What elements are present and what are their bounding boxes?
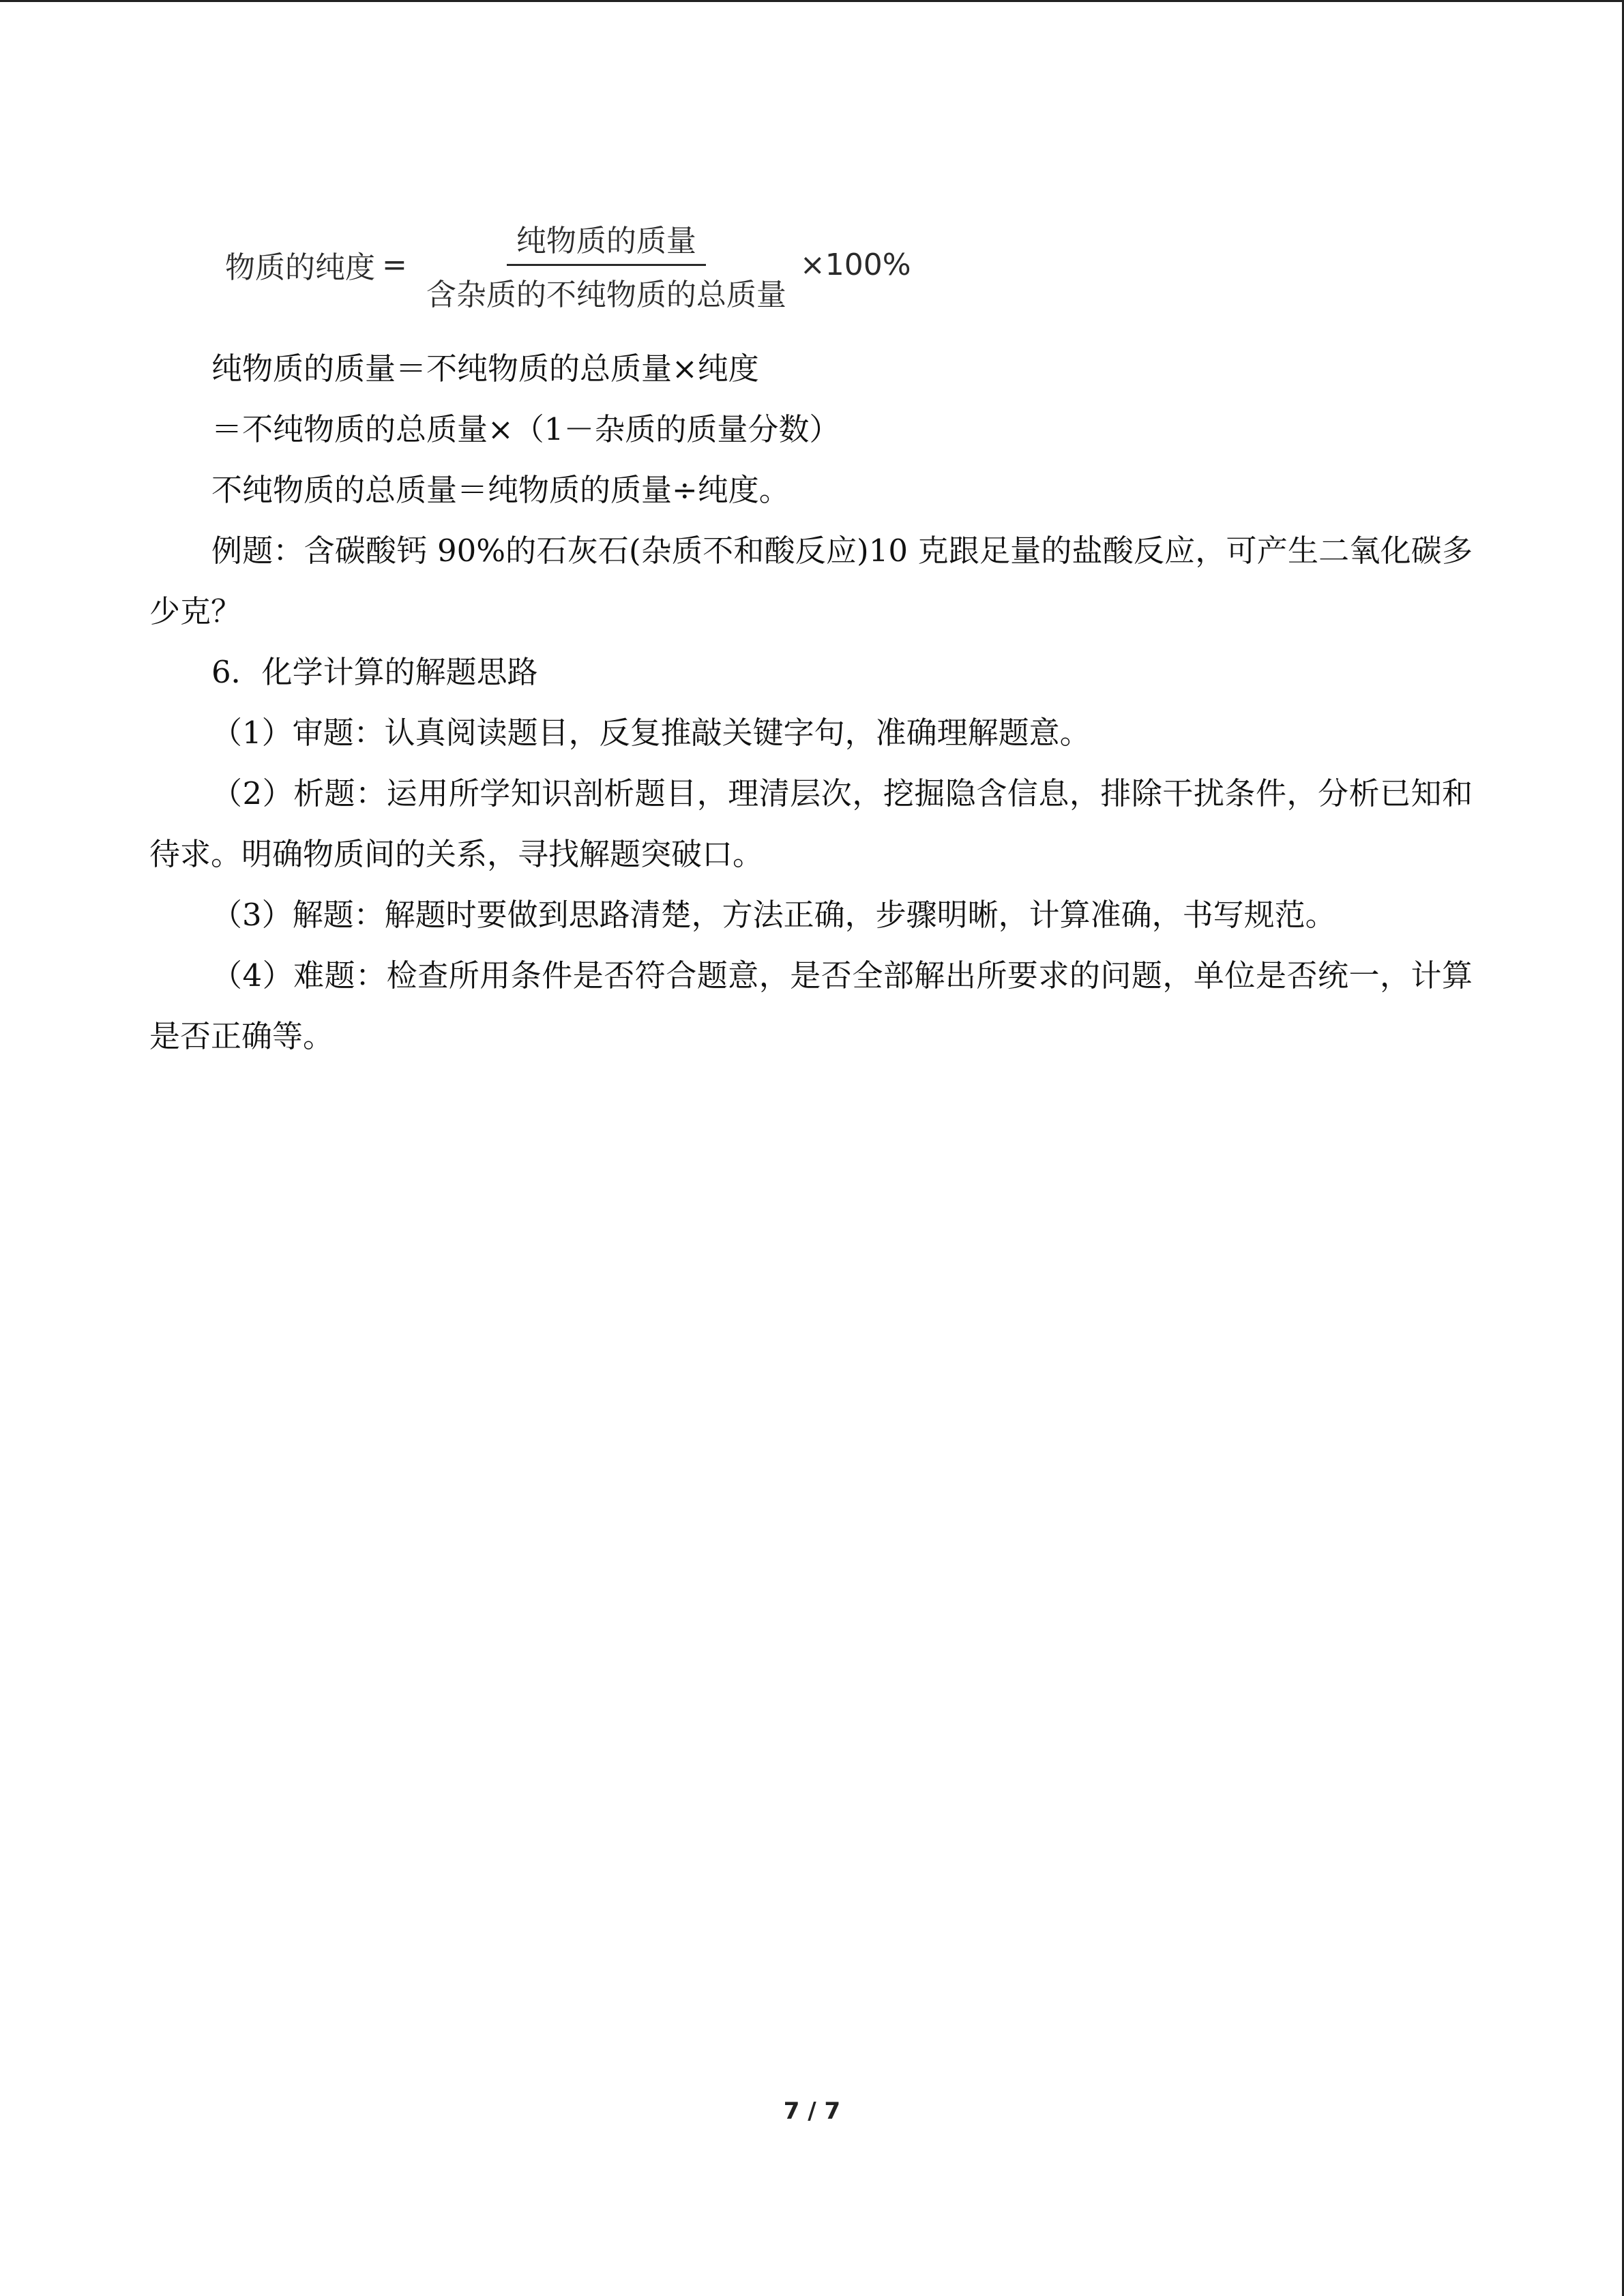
section-heading: 6．化学计算的解题思路 — [211, 654, 538, 690]
step-check: （4）难题：检查所用条件是否符合题意，是否全部解出所要求的问题，单位是否统一，计算是否正确等。 — [149, 957, 1473, 1054]
step-solve: （3）解题：解题时要做到思路清楚，方法正确，步骤明晰，计算准确，书写规范。 — [211, 897, 1336, 933]
formula-denominator: 含杂质的不纯物质的总质量 — [426, 277, 786, 312]
formula-multiplier: ×100% — [799, 247, 911, 282]
paragraph-pure-mass: 纯物质的质量＝不纯物质的总质量×纯度 — [211, 351, 759, 387]
paragraph-total-mass: 不纯物质的总质量＝纯物质的质量÷纯度。 — [211, 472, 790, 508]
formula-numerator: 纯物质的质量 — [507, 216, 706, 266]
formula-lhs: 物质的纯度 — [225, 250, 375, 285]
paragraph-pure-mass-alt: ＝不纯物质的总质量×（1－杂质的质量分数） — [211, 411, 840, 447]
formula-equals: = — [382, 247, 407, 282]
step-analyze: （2）析题：运用所学知识剖析题目，理清层次，挖掘隐含信息，排除干扰条件，分析已知和待求。明确物质间的关系，寻找解题突破口。 — [149, 775, 1473, 872]
paragraph-example: 例题：含碳酸钙 90%的石灰石(杂质不和酸反应)10 克跟足量的盐酸反应，可产生二氧化碳多少克？ — [149, 533, 1473, 629]
formula-fraction — [417, 216, 796, 314]
step-review: （1）审题：认真阅读题目，反复推敲关键字句，准确理解题意。 — [211, 715, 1091, 751]
document-body — [149, 338, 1473, 1067]
page-border-top — [0, 0, 1624, 2]
page-number: 7 / 7 — [783, 2098, 841, 2125]
purity-formula — [225, 217, 911, 312]
